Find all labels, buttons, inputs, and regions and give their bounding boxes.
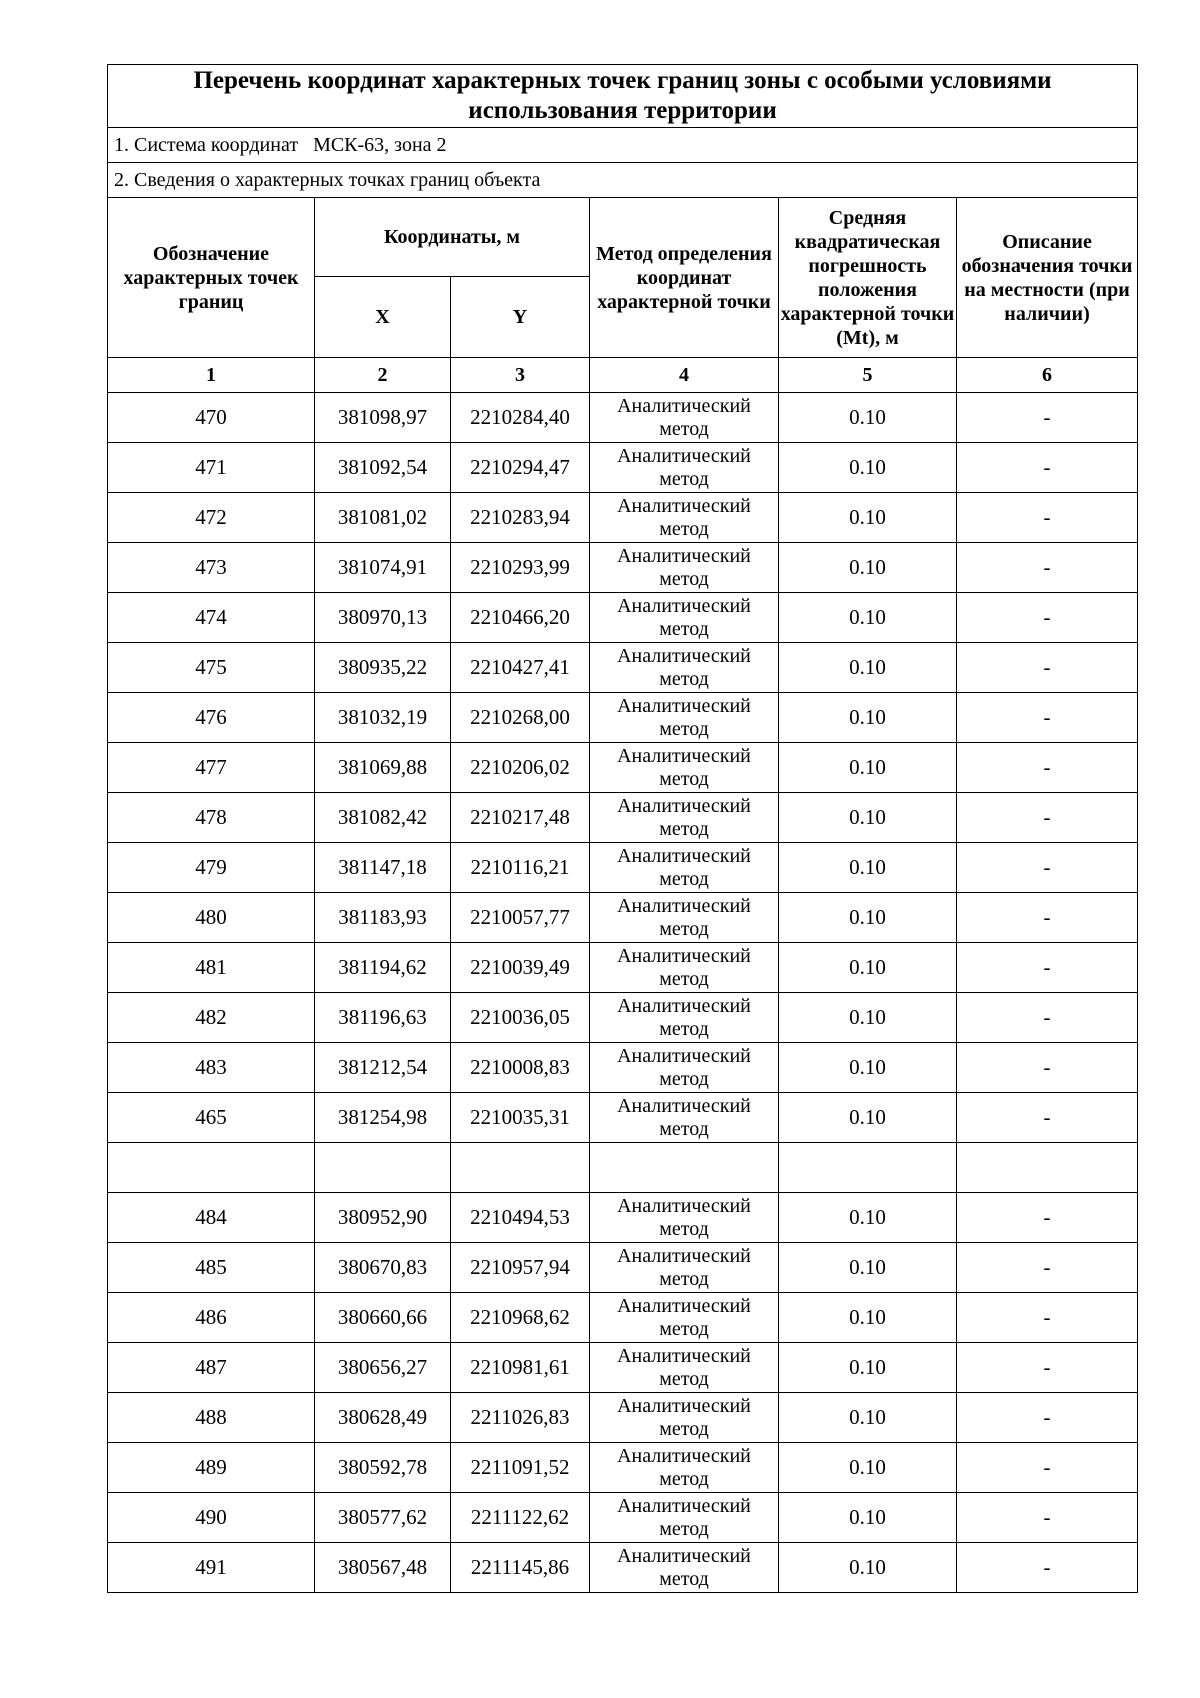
table-row — [108, 1393, 1138, 1443]
method-cell — [590, 443, 779, 493]
point-designation: 476 — [108, 693, 315, 743]
method-line-1: Аналитический — [617, 995, 751, 1018]
point-designation: 474 — [108, 593, 315, 643]
point-description: - — [957, 543, 1138, 593]
table-row — [108, 1493, 1138, 1543]
mean-square-error: 0.10 — [779, 443, 957, 493]
point-designation: 481 — [108, 943, 315, 993]
point-designation — [108, 1143, 315, 1193]
point-designation: 477 — [108, 743, 315, 793]
point-description: - — [957, 1193, 1138, 1243]
method-cell — [590, 1343, 779, 1393]
coordinate-system-value: МСК-63, зона 2 — [313, 133, 447, 156]
point-description: - — [957, 693, 1138, 743]
method-line-1: Аналитический — [617, 845, 751, 868]
coordinate-x: 380577,62 — [315, 1493, 451, 1543]
coordinate-y: 2210284,40 — [451, 393, 590, 443]
method-line-1: Аналитический — [617, 695, 751, 718]
method-cell — [590, 493, 779, 543]
coordinate-x: 380628,49 — [315, 1393, 451, 1443]
point-description: - — [957, 1243, 1138, 1293]
point-designation: 483 — [108, 1043, 315, 1093]
method-line-1: Аналитический — [617, 1295, 751, 1318]
coordinate-y: 2210268,00 — [451, 693, 590, 743]
column-number: 4 — [590, 358, 779, 393]
method-cell — [590, 543, 779, 593]
method-line-1: Аналитический — [617, 1495, 751, 1518]
coordinate-y: 2210116,21 — [451, 843, 590, 893]
coordinate-x: 381082,42 — [315, 793, 451, 843]
method-line-2: метод — [659, 417, 709, 440]
table-row — [108, 993, 1138, 1043]
coordinate-x — [315, 1143, 451, 1193]
coordinate-x: 381098,97 — [315, 393, 451, 443]
table-row — [108, 943, 1138, 993]
mean-square-error: 0.10 — [779, 1293, 957, 1343]
method-line-1: Аналитический — [617, 1045, 751, 1068]
point-designation: 488 — [108, 1393, 315, 1443]
mean-square-error: 0.10 — [779, 1343, 957, 1393]
coordinate-y: 2210217,48 — [451, 793, 590, 843]
method-cell — [590, 943, 779, 993]
method-line-2: метод — [659, 1567, 709, 1590]
table-row — [108, 1343, 1138, 1393]
point-description: - — [957, 1343, 1138, 1393]
point-designation: 491 — [108, 1543, 315, 1593]
point-description: - — [957, 1293, 1138, 1343]
mean-square-error: 0.10 — [779, 843, 957, 893]
method-cell — [590, 1243, 779, 1293]
point-designation: 479 — [108, 843, 315, 893]
method-cell — [590, 793, 779, 843]
table-row — [108, 443, 1138, 493]
table-row — [108, 543, 1138, 593]
point-designation: 471 — [108, 443, 315, 493]
column-number: 2 — [315, 358, 451, 393]
coordinate-y: 2210968,62 — [451, 1293, 590, 1343]
coordinate-x: 380952,90 — [315, 1193, 451, 1243]
point-designation: 470 — [108, 393, 315, 443]
coordinate-y: 2210427,41 — [451, 643, 590, 693]
coordinate-y: 2211122,62 — [451, 1493, 590, 1543]
table-row — [108, 593, 1138, 643]
mean-square-error: 0.10 — [779, 1493, 957, 1543]
coordinate-y: 2210039,49 — [451, 943, 590, 993]
method-line-2: метод — [659, 917, 709, 940]
mean-square-error: 0.10 — [779, 393, 957, 443]
point-description: - — [957, 593, 1138, 643]
method-line-1: Аналитический — [617, 1545, 751, 1568]
point-designation: 465 — [108, 1093, 315, 1143]
method-line-2: метод — [659, 1467, 709, 1490]
table-row — [108, 793, 1138, 843]
method-line-2: метод — [659, 567, 709, 590]
table-row — [108, 493, 1138, 543]
method-cell — [590, 643, 779, 693]
point-description: - — [957, 843, 1138, 893]
method-cell — [590, 1543, 779, 1593]
point-description: - — [957, 1393, 1138, 1443]
method-line-2: метод — [659, 867, 709, 890]
point-description: - — [957, 943, 1138, 993]
method-line-2: метод — [659, 517, 709, 540]
column-number: 3 — [451, 358, 590, 393]
method-line-1: Аналитический — [617, 1095, 751, 1118]
method-line-1: Аналитический — [617, 795, 751, 818]
method-cell — [590, 1393, 779, 1443]
mean-square-error: 0.10 — [779, 1093, 957, 1143]
coordinate-x: 381194,62 — [315, 943, 451, 993]
coordinate-x: 381092,54 — [315, 443, 451, 493]
point-description: - — [957, 1043, 1138, 1093]
method-line-1: Аналитический — [617, 445, 751, 468]
column-number: 6 — [957, 358, 1138, 393]
mean-square-error: 0.10 — [779, 1393, 957, 1443]
point-description: - — [957, 993, 1138, 1043]
point-description — [957, 1143, 1138, 1193]
coordinate-y: 2210293,99 — [451, 543, 590, 593]
coordinate-x: 381254,98 — [315, 1093, 451, 1143]
point-description: - — [957, 1443, 1138, 1493]
method-line-1: Аналитический — [617, 745, 751, 768]
method-line-2: метод — [659, 467, 709, 490]
point-designation: 473 — [108, 543, 315, 593]
method-line-1: Аналитический — [617, 495, 751, 518]
point-designation: 485 — [108, 1243, 315, 1293]
column-numbers-row — [108, 358, 1138, 393]
coordinate-x: 380670,83 — [315, 1243, 451, 1293]
table-row — [108, 1293, 1138, 1343]
mean-square-error: 0.10 — [779, 1443, 957, 1493]
method-cell — [590, 593, 779, 643]
coordinate-y: 2210494,53 — [451, 1193, 590, 1243]
method-cell — [590, 1043, 779, 1093]
mean-square-error: 0.10 — [779, 543, 957, 593]
point-designation: 484 — [108, 1193, 315, 1243]
column-number: 1 — [108, 358, 315, 393]
mean-square-error: 0.10 — [779, 493, 957, 543]
coordinate-y: 2210283,94 — [451, 493, 590, 543]
mean-square-error: 0.10 — [779, 943, 957, 993]
method-line-1: Аналитический — [617, 645, 751, 668]
mean-square-error: 0.10 — [779, 1043, 957, 1093]
method-line-2: метод — [659, 1317, 709, 1340]
method-line-2: метод — [659, 1017, 709, 1040]
method-line-2: метод — [659, 767, 709, 790]
coordinate-x: 381074,91 — [315, 543, 451, 593]
point-designation: 486 — [108, 1293, 315, 1343]
method-line-2: метод — [659, 1267, 709, 1290]
method-line-2: метод — [659, 717, 709, 740]
table-row — [108, 693, 1138, 743]
coordinate-y: 2210057,77 — [451, 893, 590, 943]
coordinate-y: 2210206,02 — [451, 743, 590, 793]
header-x: X — [315, 277, 451, 358]
point-description: - — [957, 793, 1138, 843]
coordinate-x: 381147,18 — [315, 843, 451, 893]
mean-square-error: 0.10 — [779, 893, 957, 943]
table-row — [108, 1443, 1138, 1493]
method-line-1: Аналитический — [617, 895, 751, 918]
method-line-1: Аналитический — [617, 395, 751, 418]
method-line-2: метод — [659, 1067, 709, 1090]
column-number: 5 — [779, 358, 957, 393]
mean-square-error: 0.10 — [779, 643, 957, 693]
point-description: - — [957, 1543, 1138, 1593]
mean-square-error — [779, 1143, 957, 1193]
coordinate-x: 380660,66 — [315, 1293, 451, 1343]
method-line-1: Аналитический — [617, 1395, 751, 1418]
header-coordinates: Координаты, м — [315, 198, 590, 277]
table-row — [108, 893, 1138, 943]
coordinate-y — [451, 1143, 590, 1193]
method-cell — [590, 743, 779, 793]
coordinate-y: 2210008,83 — [451, 1043, 590, 1093]
mean-square-error: 0.10 — [779, 743, 957, 793]
table-row — [108, 643, 1138, 693]
method-cell — [590, 1143, 779, 1193]
method-cell — [590, 393, 779, 443]
point-designation: 480 — [108, 893, 315, 943]
coordinate-y: 2211091,52 — [451, 1443, 590, 1493]
method-cell — [590, 1493, 779, 1543]
coordinate-y: 2210957,94 — [451, 1243, 590, 1293]
method-line-1: Аналитический — [617, 1345, 751, 1368]
method-line-2: метод — [659, 967, 709, 990]
method-line-2: метод — [659, 667, 709, 690]
point-designation: 478 — [108, 793, 315, 843]
header-method: Метод определения координат характерной точки — [590, 198, 779, 358]
point-designation: 482 — [108, 993, 315, 1043]
coordinate-x: 380935,22 — [315, 643, 451, 693]
coordinate-y: 2210466,20 — [451, 593, 590, 643]
method-line-2: метод — [659, 1417, 709, 1440]
method-cell — [590, 693, 779, 743]
document-title: Перечень координат характерных точек границ зоны с особыми условиями использования территории — [108, 65, 1138, 128]
method-cell — [590, 1293, 779, 1343]
table-row — [108, 1543, 1138, 1593]
header-description: Описание обозначения точки на местности (при наличии) — [957, 198, 1138, 358]
coordinate-y: 2210294,47 — [451, 443, 590, 493]
coordinate-x: 381032,19 — [315, 693, 451, 743]
table-row — [108, 743, 1138, 793]
coordinate-system-label: 1. Система координат — [114, 133, 299, 156]
method-cell — [590, 1193, 779, 1243]
method-cell — [590, 993, 779, 1043]
coordinate-x: 381183,93 — [315, 893, 451, 943]
point-designation: 472 — [108, 493, 315, 543]
method-cell — [590, 1443, 779, 1493]
method-line-2: метод — [659, 1367, 709, 1390]
mean-square-error: 0.10 — [779, 1193, 957, 1243]
point-description: - — [957, 1493, 1138, 1543]
coordinate-x: 381196,63 — [315, 993, 451, 1043]
point-description: - — [957, 393, 1138, 443]
point-designation: 489 — [108, 1443, 315, 1493]
coordinate-y: 2210981,61 — [451, 1343, 590, 1393]
mean-square-error: 0.10 — [779, 693, 957, 743]
section-2-heading: 2. Сведения о характерных точках границ объекта — [108, 163, 1138, 198]
point-description: - — [957, 893, 1138, 943]
table-row — [108, 1143, 1138, 1193]
coordinate-x: 381069,88 — [315, 743, 451, 793]
header-designation: Обозначение характерных точек границ — [108, 198, 315, 358]
method-line-1: Аналитический — [617, 1445, 751, 1468]
method-line-2: метод — [659, 1517, 709, 1540]
table-row — [108, 1093, 1138, 1143]
method-cell — [590, 1093, 779, 1143]
method-line-2: метод — [659, 1117, 709, 1140]
coordinate-x: 381212,54 — [315, 1043, 451, 1093]
method-line-1: Аналитический — [617, 1245, 751, 1268]
header-y: Y — [451, 277, 590, 358]
coordinate-x: 380592,78 — [315, 1443, 451, 1493]
method-line-1: Аналитический — [617, 1195, 751, 1218]
method-cell — [590, 843, 779, 893]
coordinate-y: 2210035,31 — [451, 1093, 590, 1143]
table-row — [108, 1193, 1138, 1243]
coordinate-y: 2211026,83 — [451, 1393, 590, 1443]
coordinate-x: 381081,02 — [315, 493, 451, 543]
point-designation: 490 — [108, 1493, 315, 1543]
coordinate-system-row — [108, 128, 1138, 163]
table-row — [108, 1043, 1138, 1093]
mean-square-error: 0.10 — [779, 1543, 957, 1593]
point-description: - — [957, 643, 1138, 693]
method-line-2: метод — [659, 617, 709, 640]
mean-square-error: 0.10 — [779, 993, 957, 1043]
table-row — [108, 1243, 1138, 1293]
table-row — [108, 843, 1138, 893]
point-description: - — [957, 1093, 1138, 1143]
coordinates-table — [107, 64, 1138, 1593]
point-description: - — [957, 743, 1138, 793]
method-line-1: Аналитический — [617, 595, 751, 618]
point-description: - — [957, 493, 1138, 543]
mean-square-error: 0.10 — [779, 593, 957, 643]
table-row — [108, 393, 1138, 443]
mean-square-error: 0.10 — [779, 1243, 957, 1293]
method-line-1: Аналитический — [617, 945, 751, 968]
method-cell — [590, 893, 779, 943]
point-description: - — [957, 443, 1138, 493]
point-designation: 487 — [108, 1343, 315, 1393]
coordinate-x: 380567,48 — [315, 1543, 451, 1593]
coordinate-y: 2211145,86 — [451, 1543, 590, 1593]
mean-square-error: 0.10 — [779, 793, 957, 843]
method-line-2: метод — [659, 1217, 709, 1240]
method-line-1: Аналитический — [617, 545, 751, 568]
coordinate-y: 2210036,05 — [451, 993, 590, 1043]
method-line-2: метод — [659, 817, 709, 840]
coordinate-x: 380970,13 — [315, 593, 451, 643]
coordinate-x: 380656,27 — [315, 1343, 451, 1393]
point-designation: 475 — [108, 643, 315, 693]
header-error: Средняя квадратическая погрешность положения характерной точки (Mt), м — [779, 198, 957, 358]
